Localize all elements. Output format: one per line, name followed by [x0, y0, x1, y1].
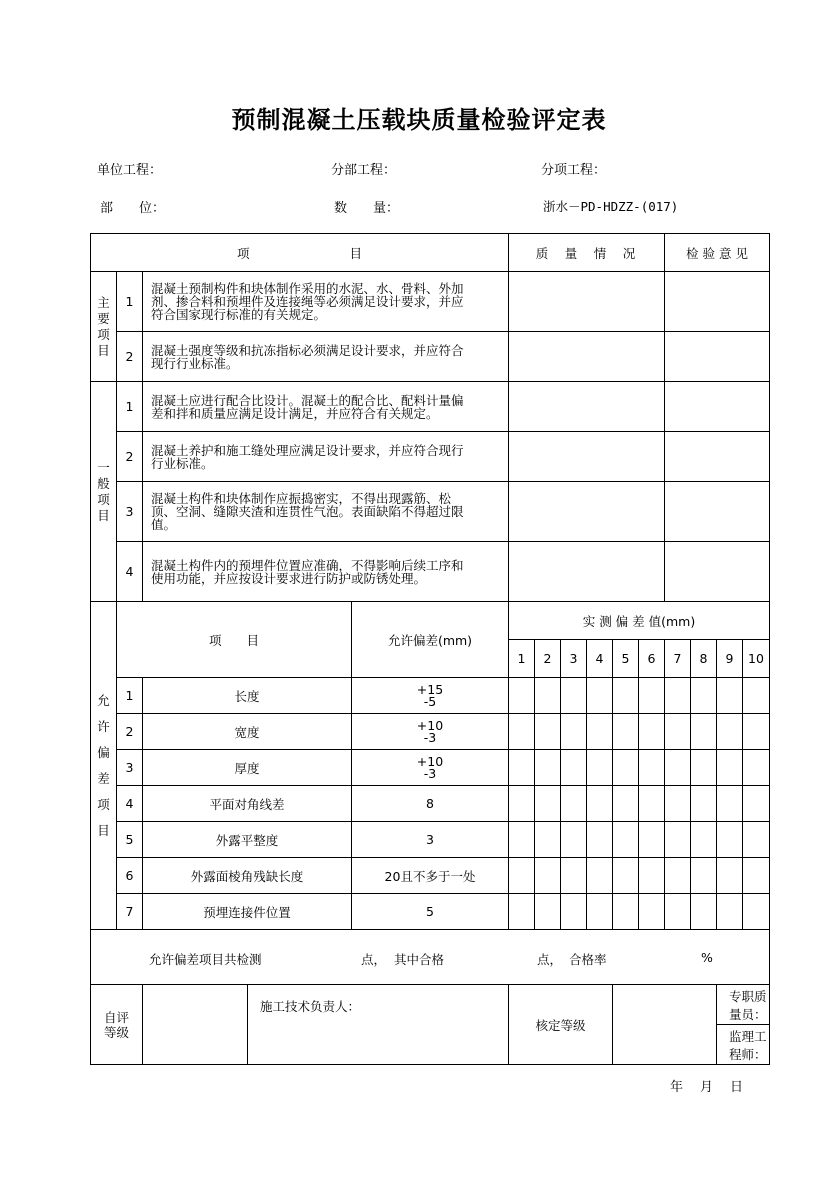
- quantity-label: 数 量：: [334, 201, 400, 216]
- measure-cell[interactable]: [743, 786, 770, 822]
- main-item-text: 混凝土强度等级和抗冻指标必须满足设计要求，并应符合现行行业标准。: [143, 332, 509, 382]
- measure-cell[interactable]: [717, 894, 743, 930]
- tolerance-item-no: 4: [117, 786, 143, 822]
- measure-cell[interactable]: [561, 714, 587, 750]
- measure-cell[interactable]: [535, 894, 561, 930]
- tolerance-value: 3: [352, 822, 509, 858]
- tolerance-item-no: 3: [117, 750, 143, 786]
- measure-cell[interactable]: [691, 678, 717, 714]
- tolerance-item-name: 长度: [143, 678, 352, 714]
- measure-cell[interactable]: [535, 858, 561, 894]
- general-item-text: 混凝土构件内的预埋件位置应准确，不得影响后续工序和使用功能，并应按设计要求进行防护或防锈处理。: [143, 542, 509, 602]
- measure-cell[interactable]: [743, 750, 770, 786]
- measure-cell[interactable]: [613, 678, 639, 714]
- measure-cell[interactable]: [743, 714, 770, 750]
- measure-cell[interactable]: [561, 750, 587, 786]
- form-title: 预制混凝土压载块质量检验评定表: [231, 106, 607, 134]
- measure-cell[interactable]: [743, 858, 770, 894]
- measure-cell[interactable]: [509, 894, 535, 930]
- tolerance-category: 允许偏差项目: [91, 602, 117, 930]
- measure-col-header: 2: [535, 640, 561, 678]
- measure-col-header: 3: [561, 640, 587, 678]
- tolerance-row: [91, 822, 770, 858]
- measure-cell[interactable]: [613, 822, 639, 858]
- measure-cell[interactable]: [535, 822, 561, 858]
- measure-cell[interactable]: [639, 750, 665, 786]
- measure-cell[interactable]: [587, 894, 613, 930]
- measure-cell[interactable]: [639, 894, 665, 930]
- summary-points-label: 点，: [361, 952, 387, 967]
- opinion-cell[interactable]: [665, 432, 770, 482]
- tolerance-value: 20且不多于一处: [352, 858, 509, 894]
- location-label: 部 位：: [100, 201, 166, 216]
- summary-rate-label: 合格率: [569, 952, 607, 967]
- tolerance-item-header: 项 目: [117, 602, 352, 678]
- opinion-cell[interactable]: [665, 382, 770, 432]
- summary-points2-label: 点，: [537, 952, 563, 967]
- measure-cell[interactable]: [587, 822, 613, 858]
- tolerance-row: [91, 786, 770, 822]
- tolerance-value: +10 -3: [352, 750, 509, 786]
- measure-cell[interactable]: [535, 678, 561, 714]
- unit-project-label: 单位工程：: [97, 163, 163, 178]
- quality-cell[interactable]: [509, 382, 665, 432]
- tolerance-row: [91, 714, 770, 750]
- tolerance-row: [91, 678, 770, 714]
- quality-cell[interactable]: [509, 542, 665, 602]
- measure-cell[interactable]: [509, 822, 535, 858]
- measure-cell[interactable]: [717, 678, 743, 714]
- summary-qualified-label: 其中合格: [394, 952, 445, 967]
- general-item-text: 混凝土应进行配合比设计。混凝土的配合比、配料计量偏差和拌和质量应满足设计满足，并应符合有关规定。: [143, 382, 509, 432]
- tolerance-row: [91, 894, 770, 930]
- measure-cell[interactable]: [691, 858, 717, 894]
- measure-cell[interactable]: [639, 714, 665, 750]
- measure-cell[interactable]: [691, 822, 717, 858]
- measure-cell[interactable]: [665, 786, 691, 822]
- measure-cell[interactable]: [639, 822, 665, 858]
- tolerance-item-no: 1: [117, 678, 143, 714]
- inspection-table: [90, 233, 770, 1065]
- measure-cell[interactable]: [587, 858, 613, 894]
- measure-col-header: 6: [639, 640, 665, 678]
- tolerance-item-name: 外露面棱角残缺长度: [143, 858, 352, 894]
- measure-cell[interactable]: [665, 750, 691, 786]
- measure-cell[interactable]: [717, 858, 743, 894]
- supervisor-label: 监理工程师：: [717, 1025, 770, 1065]
- allowable-deviation-header: 允许偏差(mm): [352, 602, 509, 678]
- measure-col-header: 10: [743, 640, 770, 678]
- measure-cell[interactable]: [509, 858, 535, 894]
- general-item-no: 3: [117, 482, 143, 542]
- measure-cell[interactable]: [509, 786, 535, 822]
- measure-cell[interactable]: [561, 786, 587, 822]
- verified-grade-label: 核定等级: [509, 985, 613, 1065]
- measure-cell[interactable]: [535, 750, 561, 786]
- summary-percent-label: %: [701, 950, 713, 965]
- quality-header: 质 量 情 况: [509, 234, 665, 272]
- measure-cell[interactable]: [587, 678, 613, 714]
- measure-cell[interactable]: [509, 678, 535, 714]
- measure-cell[interactable]: [665, 714, 691, 750]
- measure-cell[interactable]: [743, 678, 770, 714]
- measure-cell[interactable]: [587, 714, 613, 750]
- measure-cell[interactable]: [717, 786, 743, 822]
- measure-cell[interactable]: [587, 786, 613, 822]
- tolerance-item-name: 外露平整度: [143, 822, 352, 858]
- quality-cell[interactable]: [509, 272, 665, 332]
- measure-cell[interactable]: [509, 750, 535, 786]
- measure-col-header: 7: [665, 640, 691, 678]
- division-project-label: 分部工程：: [331, 163, 397, 178]
- measure-cell[interactable]: [509, 714, 535, 750]
- tolerance-value: 5: [352, 894, 509, 930]
- tolerance-value: +10 -3: [352, 714, 509, 750]
- summary-checked-label: 允许偏差项目共检测: [149, 952, 262, 967]
- general-item-text: 混凝土养护和施工缝处理应满足设计要求，并应符合现行行业标准。: [143, 432, 509, 482]
- measure-col-header: 9: [717, 640, 743, 678]
- tolerance-row: [91, 858, 770, 894]
- summary-row: [91, 930, 770, 985]
- tolerance-item-name: 宽度: [143, 714, 352, 750]
- general-item-no: 4: [117, 542, 143, 602]
- date-line: 年 月 日: [670, 1080, 746, 1095]
- tolerance-row: [91, 750, 770, 786]
- measure-cell[interactable]: [743, 894, 770, 930]
- quality-cell[interactable]: [509, 432, 665, 482]
- item-project-label: 分项工程：: [541, 163, 607, 178]
- main-item-no: 2: [117, 332, 143, 382]
- form-code: 浙水－PD-HDZZ-(017): [543, 199, 679, 214]
- measure-cell[interactable]: [613, 786, 639, 822]
- measure-cell[interactable]: [613, 714, 639, 750]
- main-items-category: 主要项目: [91, 272, 117, 382]
- inspection-header: 检 验 意 见: [665, 234, 770, 272]
- measure-cell[interactable]: [561, 822, 587, 858]
- items-header: 项 目: [91, 234, 509, 272]
- opinion-cell[interactable]: [665, 482, 770, 542]
- general-item-text: 混凝土构件和块体制作应振捣密实，不得出现露筋、松顶、空洞、缝隙夹渣和连贯性气泡。表面缺陷不得超过限值。: [143, 482, 509, 542]
- opinion-cell[interactable]: [665, 542, 770, 602]
- quality-cell[interactable]: [509, 482, 665, 542]
- measure-col-header: 5: [613, 640, 639, 678]
- tolerance-item-name: 预埋连接件位置: [143, 894, 352, 930]
- measure-cell[interactable]: [691, 750, 717, 786]
- measure-cell[interactable]: [535, 714, 561, 750]
- measure-cell[interactable]: [639, 678, 665, 714]
- measure-cell[interactable]: [561, 894, 587, 930]
- measure-cell[interactable]: [691, 786, 717, 822]
- tolerance-value: 8: [352, 786, 509, 822]
- measure-cell[interactable]: [613, 894, 639, 930]
- self-eval-value[interactable]: [143, 985, 248, 1065]
- general-item-no: 2: [117, 432, 143, 482]
- measure-cell[interactable]: [561, 858, 587, 894]
- measure-cell[interactable]: [665, 858, 691, 894]
- tolerance-item-no: 5: [117, 822, 143, 858]
- measure-cell[interactable]: [639, 858, 665, 894]
- tolerance-item-name: 厚度: [143, 750, 352, 786]
- tolerance-value: +15 -5: [352, 678, 509, 714]
- measure-cell[interactable]: [717, 714, 743, 750]
- measure-col-header: 8: [691, 640, 717, 678]
- general-items-category: 一般项目: [91, 382, 117, 602]
- measure-cell[interactable]: [743, 822, 770, 858]
- measure-cell[interactable]: [717, 822, 743, 858]
- measure-cell[interactable]: [639, 786, 665, 822]
- quality-officer-label: 专职质量员：: [717, 985, 770, 1025]
- tolerance-item-name: 平面对角线差: [143, 786, 352, 822]
- general-item-no: 1: [117, 382, 143, 432]
- measured-deviation-header: 实 测 偏 差 值(mm): [509, 602, 770, 640]
- measure-cell[interactable]: [535, 786, 561, 822]
- measure-cell[interactable]: [561, 678, 587, 714]
- opinion-cell[interactable]: [665, 332, 770, 382]
- quality-cell[interactable]: [509, 332, 665, 382]
- measure-cell[interactable]: [665, 822, 691, 858]
- measure-cell[interactable]: [717, 750, 743, 786]
- measure-col-header: 1: [509, 640, 535, 678]
- measure-cell[interactable]: [665, 678, 691, 714]
- measure-cell[interactable]: [665, 894, 691, 930]
- measure-cell[interactable]: [613, 858, 639, 894]
- tolerance-item-no: 2: [117, 714, 143, 750]
- opinion-cell[interactable]: [665, 272, 770, 332]
- measure-cell[interactable]: [691, 894, 717, 930]
- tolerance-item-no: 6: [117, 858, 143, 894]
- measure-col-header: 4: [587, 640, 613, 678]
- measure-cell[interactable]: [587, 750, 613, 786]
- measure-cell[interactable]: [691, 714, 717, 750]
- verified-grade-value[interactable]: [613, 985, 717, 1065]
- main-item-text: 混凝土预制构件和块体制作采用的水泥、水、骨料、外加剂、掺合料和预埋件及连接绳等必须满足设计要求，并应符合国家现行标准的有关规定。: [143, 272, 509, 332]
- tech-lead-label: 施工技术负责人：: [248, 985, 509, 1065]
- measure-cell[interactable]: [613, 750, 639, 786]
- self-eval-label: 自评等级: [91, 985, 143, 1065]
- tolerance-item-no: 7: [117, 894, 143, 930]
- main-item-no: 1: [117, 272, 143, 332]
